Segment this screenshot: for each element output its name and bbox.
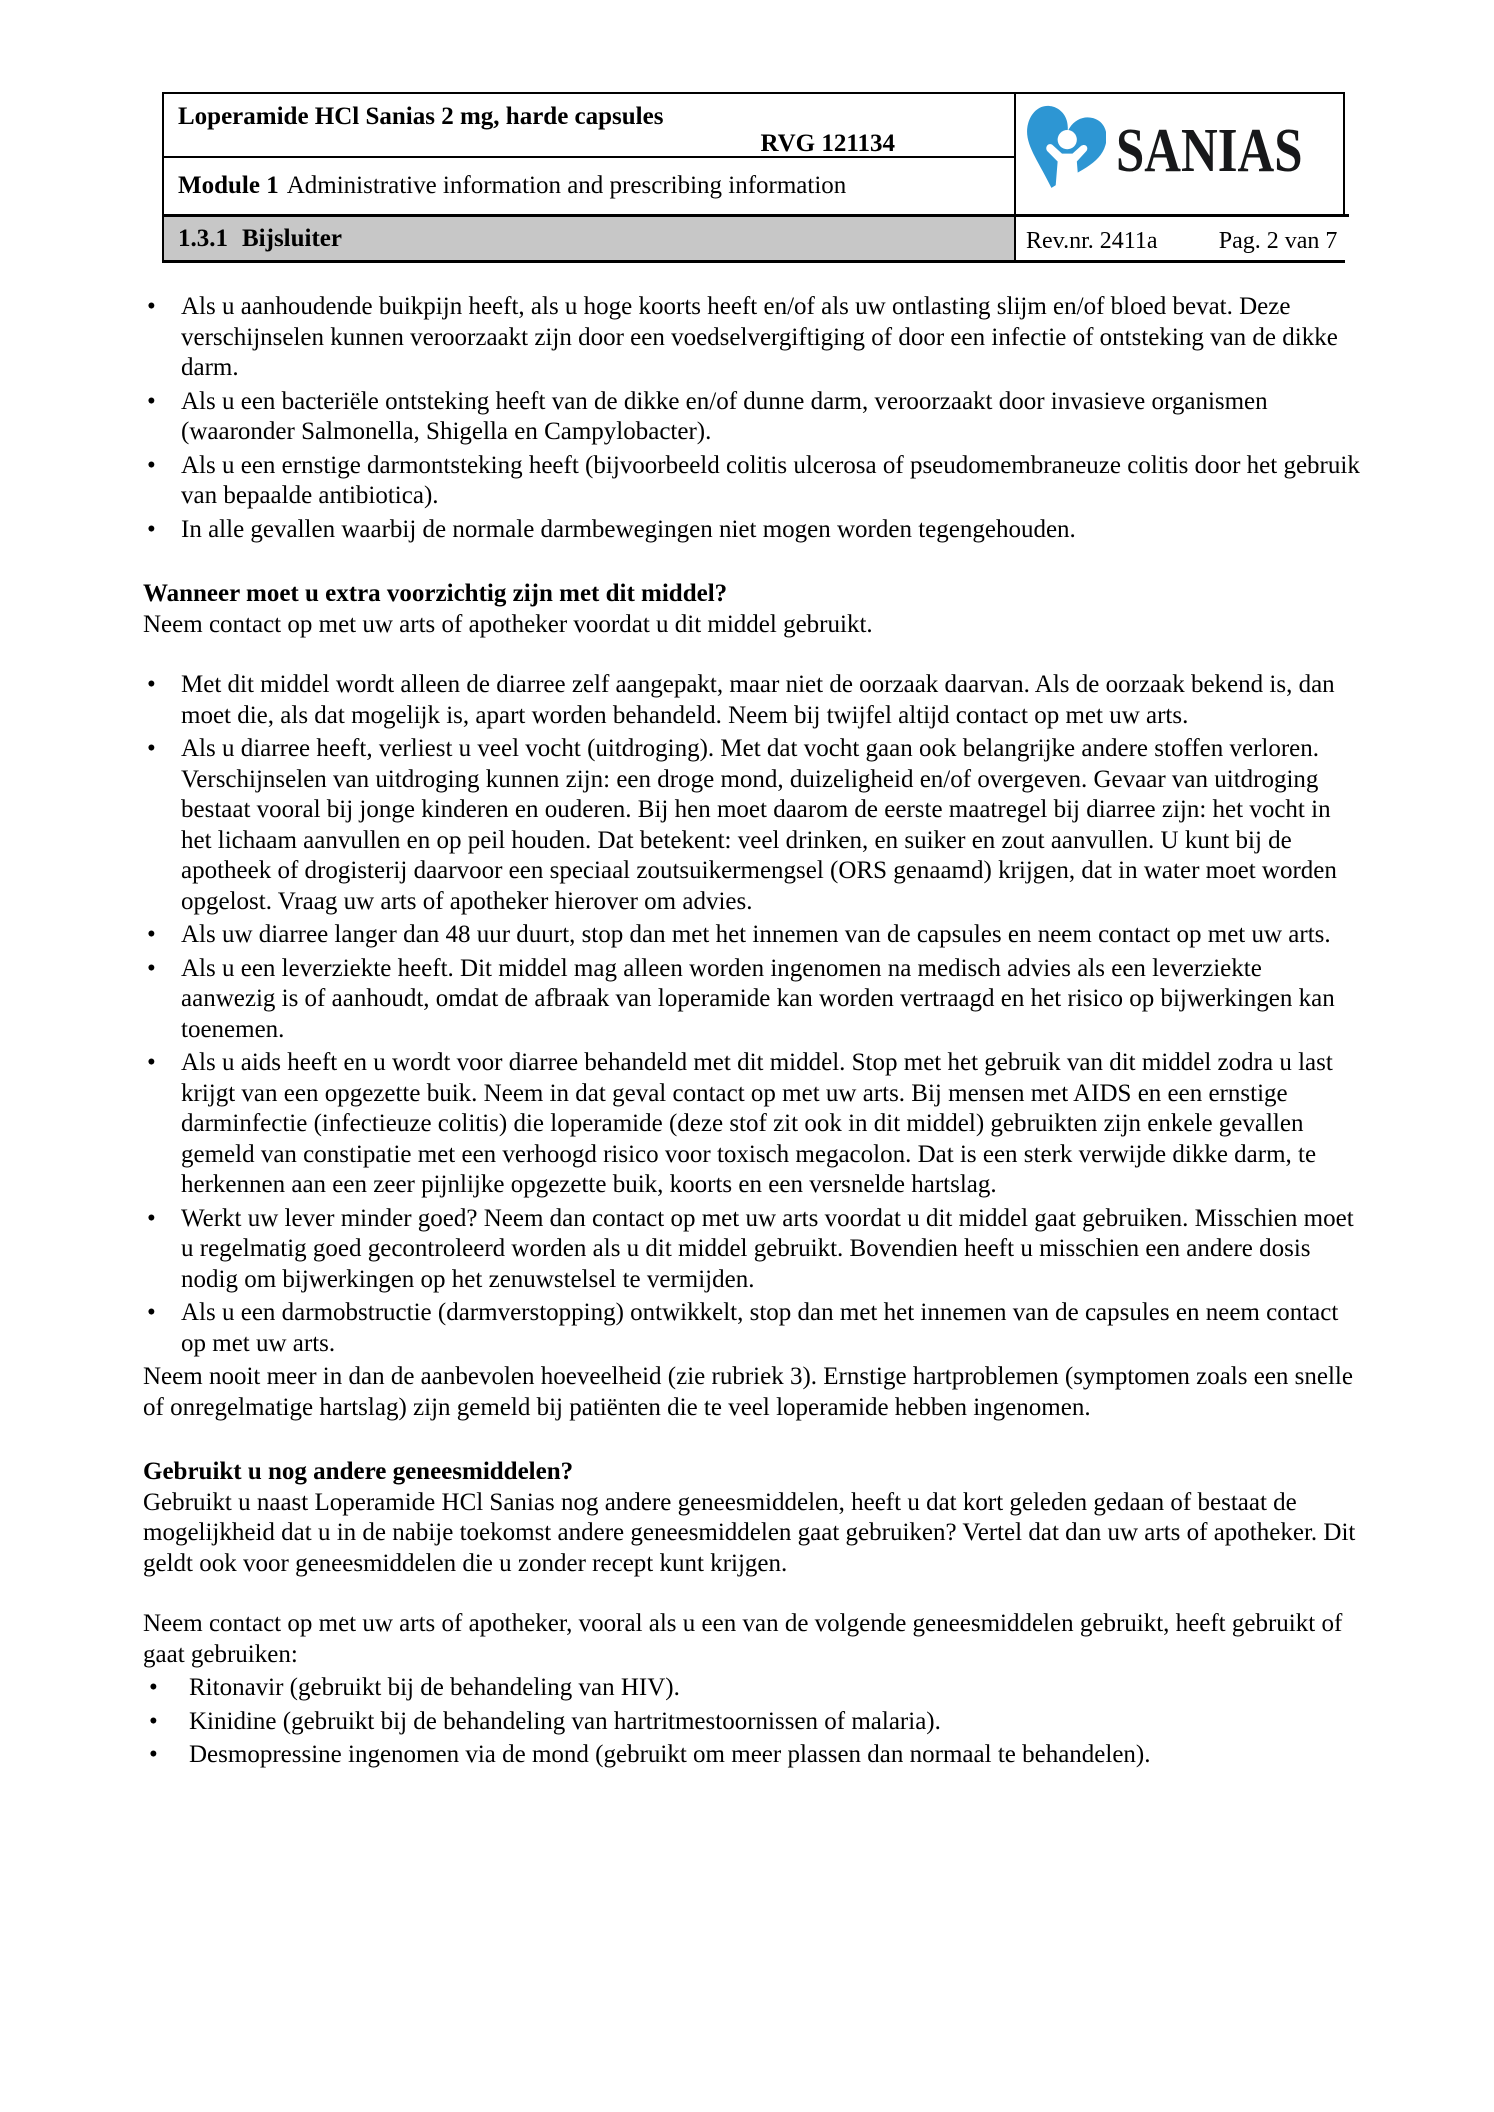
- other-medicines-heading: Gebruikt u nog andere geneesmiddelen?: [143, 1458, 574, 1485]
- caution-intro-paragraph: Neem contact op met uw arts of apotheker voordat u dit middel gebruikt.: [143, 610, 873, 638]
- list-item: • Desmopressine ingenomen via de mond (gebruikt om meer plassen dan normaal te behandelen).: [143, 1740, 1360, 1771]
- list-item: • Ritonavir (gebruikt bij de behandeling van HIV).: [143, 1673, 1360, 1704]
- list-item: • Als u diarree heeft, verliest u veel vocht (uitdroging). Met dat vocht gaan ook belangrijke andere stoffen verloren. Verschijnselen van uitdroging kunnen zijn: een droge mond, duizeligheid en/of overgeven. Gevaar van uitdroging bestaat vooral bij jonge kinderen en ouderen. Bij hen moet daarom de eerste maatregel bij diarree zijn: het vocht in het lichaam aanvullen en op peil houden. Dat betekent: veel drinken, en suiker en zout aanvullen. U kunt bij de apotheek of drogisterij daarvoor een speciaal zoutsuikermengsel (ORS genaamd) krijgen, dat in water moet worden opgelost. Vraag uw arts of apotheker hierover om advies.: [143, 734, 1360, 917]
- product-title: Loperamide HCl Sanias 2 mg, harde capsules: [178, 103, 664, 130]
- list-item: • Als u een bacteriële ontsteking heeft van de dikke en/of dunne darm, veroorzaakt door invasieve organismen (waaronder Salmonella, Shigella en Campylobacter).: [143, 387, 1360, 448]
- caution-closing-paragraph: Neem nooit meer in dan de aanbevolen hoeveelheid (zie rubriek 3). Ernstige hartproblemen (symptomen zoals een snelle of onregelmatige hartslag) zijn gemeld bij patiënten die te veel loperamide hebben ingenomen.: [143, 1363, 1353, 1421]
- sanias-logo: [1014, 94, 1349, 214]
- page-indicator: Pag. 2 van 7: [1218, 228, 1338, 254]
- list-item: • Met dit middel wordt alleen de diarree zelf aangepakt, maar niet de oorzaak daarvan. Als de oorzaak bekend is, dan moet die, als dat mogelijk is, apart worden behandeld. Neem bij twijfel altijd contact op met uw arts.: [143, 670, 1360, 731]
- list-item: • In alle gevallen waarbij de normale darmbewegingen niet mogen worden tegengehouden.: [143, 515, 1360, 546]
- list-item: • Als uw diarree langer dan 48 uur duurt, stop dan met het innemen van de capsules en neem contact op met uw arts.: [143, 920, 1360, 951]
- logo-text: SANIAS: [1116, 116, 1303, 185]
- module-row: [164, 158, 1014, 214]
- heart-person-icon: [1018, 103, 1106, 199]
- revision-number: Rev.nr. 2411a: [1026, 228, 1158, 254]
- list-item: • Als u aanhoudende buikpijn heeft, als u hoge koorts heeft en/of als uw ontlasting slijm en/of bloed bevat. Deze verschijnselen kunnen veroorzaakt zijn door een voedselvergiftiging of door een infectie of ontsteking van de dikke darm.: [143, 292, 1360, 384]
- list-item: • Als u aids heeft en u wordt voor diarree behandeld met dit middel. Stop met het gebruik van dit middel zodra u last krijgt van een opgezette buik. Neem in dat geval contact op met uw arts. Bij mensen met AIDS en een ernstige darminfectie (infectieuze colitis) die loperamide (deze stof zit ook in dit middel) gebruikten zijn enkele gevallen gemeld van constipatie met een verhoogd risico voor toxisch megacolon. Dat is een sterk verwijde dikke darm, te herkennen aan een zeer pijnlijke opgezette buik, koorts en een versnelde hartslag.: [143, 1048, 1360, 1201]
- section-title: Bijsluiter: [242, 224, 342, 252]
- section-bar: [164, 214, 1014, 260]
- rvg-number: RVG 121134: [760, 130, 895, 157]
- list-item: • Kinidine (gebruikt bij de behandeling van hartritmestoornissen of malaria).: [143, 1707, 1360, 1738]
- module-text: Administrative information and prescribing information: [286, 172, 847, 199]
- module-label: Module 1: [178, 172, 279, 199]
- header-table: [162, 92, 1345, 263]
- list-item: • Als u een ernstige darmontsteking heeft (bijvoorbeeld colitis ulcerosa of pseudomembraneuze colitis door het gebruik van bepaalde antibiotica).: [143, 451, 1360, 512]
- leaflet-content: [143, 292, 1360, 1774]
- other-medicines-paragraph-1: Gebruikt u naast Loperamide HCl Sanias nog andere geneesmiddelen, heeft u dat kort geleden gedaan of bestaat de mogelijkheid dat u in de nabije toekomst andere geneesmiddelen gaat gebruiken? Vertel dat dan uw arts of apotheker. Dit geldt ook voor geneesmiddelen die u zonder recept kunt krijgen.: [143, 1488, 1356, 1577]
- header-title-cell: [164, 94, 1014, 158]
- section-code: 1.3.1: [178, 224, 228, 252]
- list-item: • Werkt uw lever minder goed? Neem dan contact op met uw arts voordat u dit middel gaat gebruiken. Misschien moet u regelmatig goed gecontroleerd worden als u dit middel gebruikt. Bovendien heeft u misschien een andere dosis nodig om bijwerkingen op het zenuwstelsel te vermijden.: [143, 1204, 1360, 1296]
- other-medicines-paragraph-2: Neem contact op met uw arts of apotheker, vooral als u een van de volgende geneesmiddelen gebruikt, heeft gebruikt of gaat gebruiken:: [143, 1610, 1343, 1668]
- interacting-medicines-list: [143, 1673, 1360, 1771]
- caution-section-heading: Wanneer moet u extra voorzichtig zijn met dit middel?: [143, 580, 728, 607]
- contraindications-list: [143, 292, 1360, 545]
- list-item: • Als u een leverziekte heeft. Dit middel mag alleen worden ingenomen na medisch advies als een leverziekte aanwezig is of aanhoudt, omdat de afbraak van loperamide kan worden vertraagd en het risico op bijwerkingen kan toenemen.: [143, 954, 1360, 1046]
- caution-list: [143, 670, 1360, 1359]
- revision-cell: [1014, 214, 1349, 260]
- list-item: • Als u een darmobstructie (darmverstopping) ontwikkelt, stop dan met het innemen van de capsules en neem contact op met uw arts.: [143, 1298, 1360, 1359]
